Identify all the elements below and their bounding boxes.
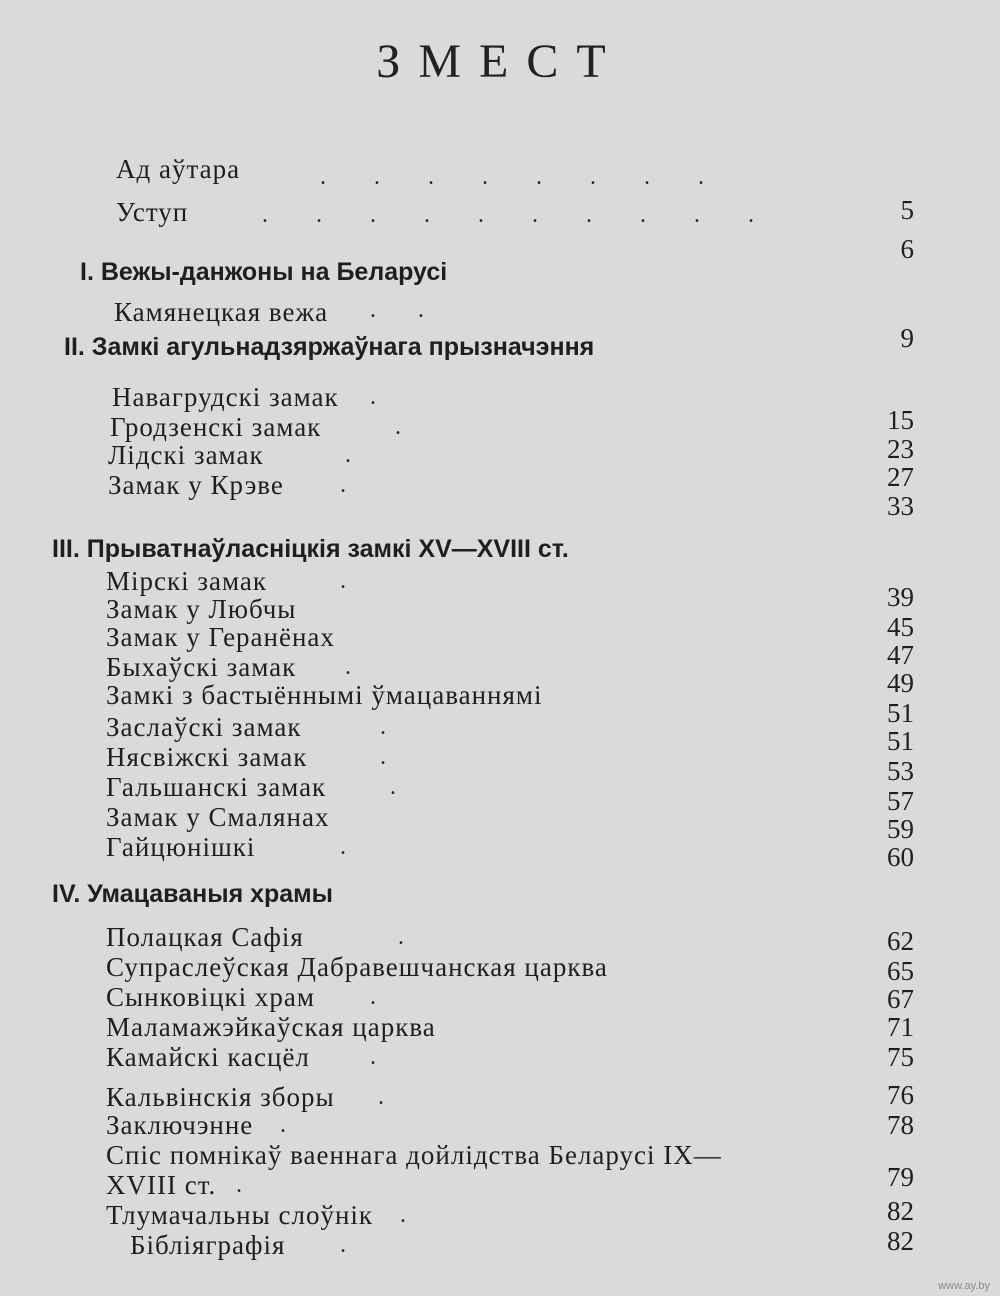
section-heading-1: I. Вежы-данжоны на Беларусі (80, 258, 448, 286)
page-number: 27 (887, 462, 914, 492)
leader-dots: . (398, 924, 404, 950)
toc-entry: Гальшанскі замак (106, 772, 327, 802)
page-number: 45 (887, 612, 914, 642)
toc-entry: Гродзенскі замак (110, 412, 322, 442)
toc-entry: Тлумачальны слоўнік (106, 1200, 374, 1230)
leader-dots: . (345, 654, 351, 680)
toc-entry: Камянецкая вежа (114, 297, 329, 327)
toc-entry: Спіс помнікаў ваеннага дойлідства Беларусі IX— (106, 1140, 722, 1170)
leader-dots: . . (370, 297, 424, 323)
toc-entry: Камайскі касцёл (106, 1042, 310, 1072)
page-number: 5 (900, 195, 914, 225)
page-number: 6 (900, 234, 914, 264)
page-number: 47 (887, 640, 914, 670)
leader-dots: . (340, 568, 346, 594)
leader-dots: . (400, 1202, 406, 1228)
page-number: 33 (887, 491, 914, 521)
toc-entry-author: Ад аўтара (116, 154, 241, 184)
toc-entry: Нясвіжскі замак (106, 742, 308, 772)
page-title: ЗМЕСТ (376, 35, 624, 88)
page-number: 71 (887, 1012, 914, 1042)
page-number: 51 (887, 698, 914, 728)
leader-dots: . (280, 1112, 286, 1138)
toc-entry: Полацкая Сафія (106, 922, 304, 952)
toc-entry: Замак у Любчы (106, 594, 297, 624)
page-number: 51 (887, 726, 914, 756)
leader-dots: . (380, 744, 386, 770)
toc-entry: Маламажэйкаўская царква (106, 1012, 436, 1042)
leader-dots: . . . . . . . . . . (262, 202, 754, 228)
toc-entry: Сынковіцкі храм (106, 982, 315, 1012)
page-number: 15 (887, 405, 914, 435)
page-number: 59 (887, 814, 914, 844)
leader-dots: . (390, 774, 396, 800)
toc-entry: Лідскі замак (108, 440, 264, 470)
page-number: 9 (900, 323, 914, 353)
toc-entry: Заслаўскі замак (106, 712, 302, 742)
section-heading-2: II. Замкі агульнадзяржаўнага прызначэння (64, 333, 595, 361)
leader-dots: . (380, 714, 386, 740)
page-number: 62 (887, 926, 914, 956)
leader-dots: . (340, 834, 346, 860)
page-number: 78 (887, 1110, 914, 1140)
toc-entry: Замак у Геранёнах (106, 622, 335, 652)
toc-entry: Кальвінскія зборы (106, 1082, 335, 1112)
leader-dots: . (340, 1232, 346, 1258)
toc-entry: Супраслеўская Дабравешчанская царква (106, 952, 608, 982)
page-number: 65 (887, 956, 914, 986)
toc-entry: Заключэнне (106, 1110, 254, 1140)
leader-dots: . (370, 384, 376, 410)
page-number: 53 (887, 756, 914, 786)
leader-dots: . (340, 472, 346, 498)
leader-dots: . (345, 442, 351, 468)
watermark: www.ay.by (938, 1280, 990, 1292)
page-number: 39 (887, 582, 914, 612)
toc-entry: Быхаўскі замак (106, 652, 297, 682)
page-number: 67 (887, 984, 914, 1014)
toc-entry: Замак у Крэве (108, 470, 284, 500)
page-number: 82 (887, 1226, 914, 1256)
leader-dots: . (370, 984, 376, 1010)
toc-entry: XVIII ст. (106, 1170, 217, 1200)
leader-dots: . (236, 1172, 242, 1198)
page-number: 49 (887, 668, 914, 698)
toc-entry-intro: Уступ (116, 197, 189, 227)
page-number: 79 (887, 1162, 914, 1192)
page-number: 82 (887, 1196, 914, 1226)
toc-entry: Замкі з бастыённымі ўмацаваннямі (106, 680, 543, 710)
toc-entry: Гайцюнішкі (106, 832, 256, 862)
page-number: 23 (887, 434, 914, 464)
page-number: 57 (887, 786, 914, 816)
leader-dots: . (378, 1084, 384, 1110)
toc-entry: Мірскі замак (106, 566, 268, 596)
toc-entry: Бібліяграфія (130, 1230, 286, 1260)
section-heading-4: IV. Умацаваныя храмы (52, 880, 334, 908)
toc-entry: Замак у Смалянах (106, 802, 330, 832)
leader-dots: . (395, 414, 401, 440)
page-number: 76 (887, 1080, 914, 1110)
leader-dots: . . . . . . . . (320, 164, 704, 190)
page-number: 75 (887, 1042, 914, 1072)
leader-dots: . (370, 1044, 376, 1070)
section-heading-3: III. Прыватнаўласніцкія замкі XV—XVIII ст. (52, 535, 569, 563)
page-number: 60 (887, 842, 914, 872)
toc-entry: Навагрудскі замак (112, 382, 339, 412)
